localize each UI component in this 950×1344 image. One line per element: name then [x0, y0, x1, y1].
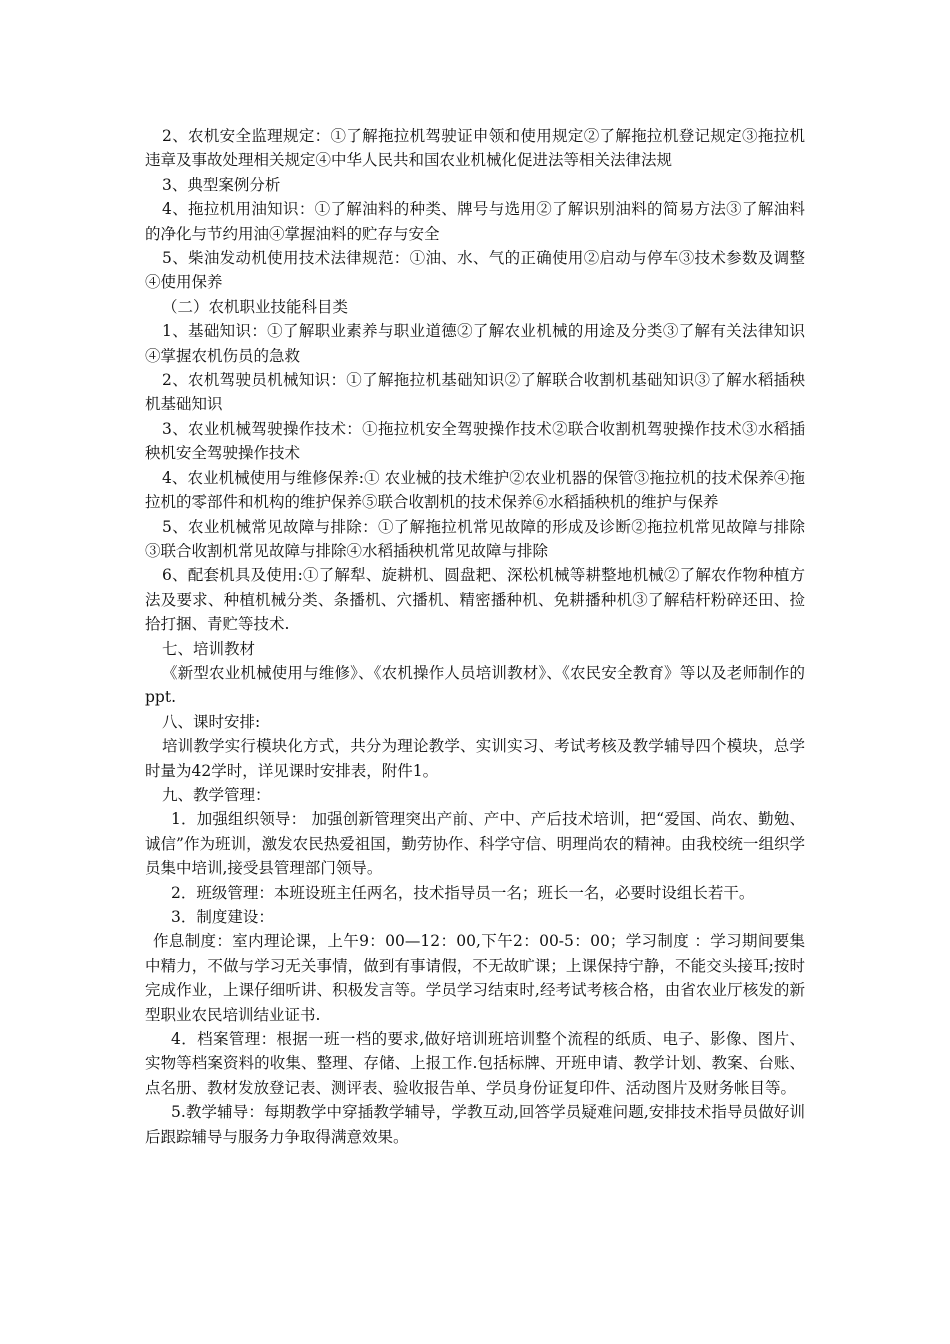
paragraph-skill-6-equipment: 6、配套机具及使用:①了解犁、旋耕机、圆盘耙、深松机械等耕整地机械②了解农作物种植方法及要求、种植机械分类、条播机、穴播机、精密播种机、免耕播种机③了解秸杆粉碎还田、捡拾打捆、青贮等技术.: [145, 566, 805, 634]
paragraph-skill-5-troubleshooting: 5、农业机械常见故障与排除：①了解拖拉机常见故障的形成及诊断②拖拉机常见故障与排除③联合收割机常见故障与排除④水稻插秧机常见故障与排除: [145, 517, 805, 560]
paragraph-management-3-rules: 3．制度建设：: [171, 908, 274, 926]
paragraph-item-2-regulations: 2、农机安全监理规定：①了解拖拉机驾驶证申领和使用规定②了解拖拉机登记规定③拖拉机违章及事故处理相关规定④中华人民共和国农业机械化促进法等相关法律法规: [145, 127, 805, 170]
section-heading-materials: 七、培训教材: [162, 639, 256, 658]
document-body: [145, 124, 805, 1149]
section-heading-schedule: 八、课时安排:: [162, 712, 261, 731]
paragraph-management-1-leadership: 1．加强组织领导： 加强创新管理突出产前、产中、产后技术培训，把“爱国、尚农、勤勉、诚信”作为班训，激发农民热爱祖国，勤劳协作、科学守信、明理尚农的精神。由我校统一组织学员集中培训,接受县管理部门领导。: [145, 810, 805, 878]
paragraph-skill-4-maintenance: 4、农业机械使用与维修保养:① 农业械的技术维护②农业机器的保管③拖拉机的技术保养④拖拉机的零部件和机构的维护保养⑤联合收割机的技术保养⑥水稻插秧机的维护与保养: [145, 468, 805, 512]
paragraph-management-5-tutoring: 5.教学辅导：每期教学中穿插教学辅导，学教互动,回答学员疑难问题,安排技术指导员做好训后跟踪辅导与服务力争取得满意效果。: [145, 1103, 805, 1146]
paragraph-materials: 《新型农业机械使用与维修》、《农机操作人员培训教材》、《农民安全教育》等以及老师制作的ppt.: [145, 663, 805, 707]
paragraph-management-4-archives: 4．档案管理：根据一班一档的要求,做好培训班培训整个流程的纸质、电子、影像、图片、实物等档案资料的收集、整理、存储、上报工作.包括标牌、开班申请、教学计划、教案、台账、点名册、教材发放登记表、测评表、验收报告单、学员身份证复印件、活动图片及财务帐目等。: [145, 1030, 805, 1097]
paragraph-item-4-oil-knowledge: 4、拖拉机用油知识：①了解油料的种类、牌号与选用②了解识别油料的简易方法③了解油料的净化与节约用油④掌握油料的贮存与安全: [145, 200, 805, 243]
paragraph-skill-1-basics: 1、基础知识：①了解职业素养与职业道德②了解农业机械的用途及分类③了解有关法律知识④掌握农机伤员的急救: [145, 322, 805, 365]
section-heading-management: 九、教学管理：: [162, 785, 271, 804]
paragraph-skill-2-machinery: 2、农机驾驶员机械知识：①了解拖拉机基础知识②了解联合收割机基础知识③了解水稻插秧机基础知识: [145, 371, 805, 414]
paragraph-item-5-diesel-engine: 5、柴油发动机使用技术法律规范：①油、水、气的正确使用②启动与停车③技术参数及调整④使用保养: [145, 249, 805, 292]
section-heading-vocational-skills: （二）农机职业技能科目类: [162, 297, 349, 316]
paragraph-skill-3-operation: 3、农业机械驾驶操作技术：①拖拉机安全驾驶操作技术②联合收割机驾驶操作技术③水稻插秧机安全驾驶操作技术: [145, 419, 805, 463]
paragraph-item-3-case-analysis: 3、典型案例分析: [162, 175, 281, 194]
paragraph-management-2-class: 2．班级管理：本班设班主任两名，技术指导员一名；班长一名，必要时设组长若干。: [171, 883, 755, 902]
paragraph-rules-detail: 作息制度：室内理论课，上午9：00—12：00,下午2：00-5：00；学习制度 ：学习期间要集中精力，不做与学习无关事情，做到有事请假，不无故旷课；上课保持宁静，不能交头接耳;按时完成作业，上课仔细听讲、积极发言等。学员学习结束时,经考试考核合格，由省农业厅核发的新型职业农民培训结业证书.: [145, 932, 805, 1024]
paragraph-schedule: 培训教学实行模块化方式，共分为理论教学、实训实习、考试考核及教学辅导四个模块，总学时量为42学时，详见课时安排表，附件1。: [145, 737, 805, 780]
